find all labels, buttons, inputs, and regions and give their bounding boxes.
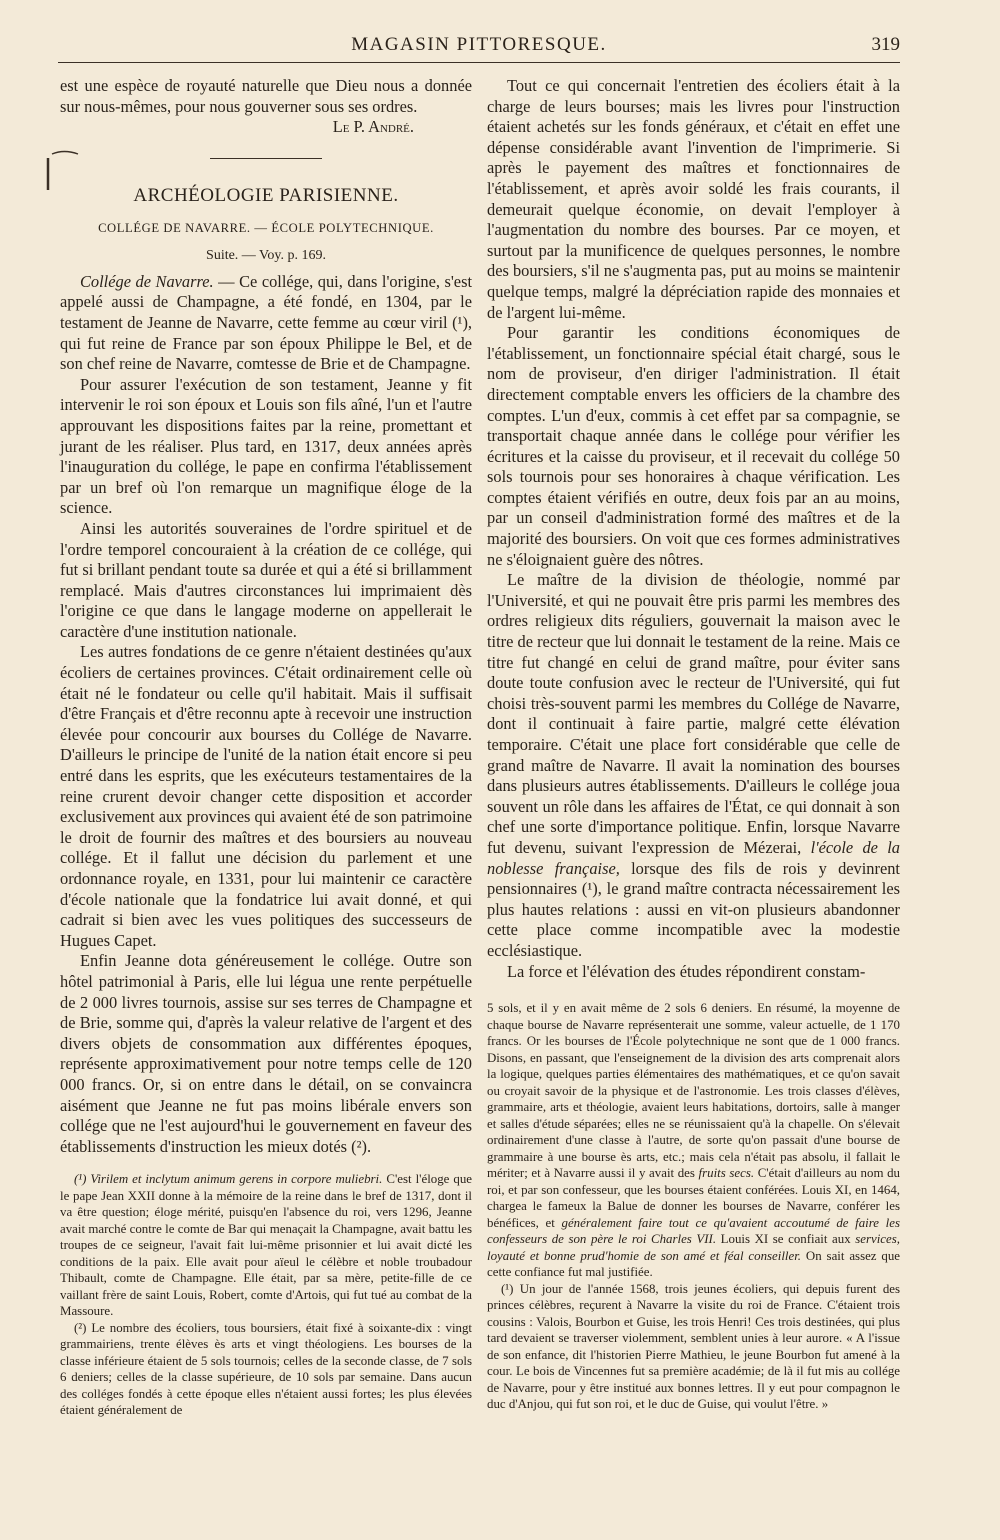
footnote: (¹) Un jour de l'année 1568, trois jeunes écoliers, qui depuis furent des princes célèbres, reçurent à Navarre la visite du roi de France. C'étaient trois cousins : Valois, Bourbon et Guise, les trois Henri! Ces trois destinées, qui plus tard devaient se traverser violemment, semblent unies à leur aurore. « A l'issue de son enfance, dit l'historien Pierre Mathieu, le jeune Bourbon fut amené à la cour. Le bois de Vincennes fut sa première académie; de là il fut mis au collége de Navarre, pour y être institué aux bonnes lettres. Il y eut pour compagnon le duc d'Anjou, qui fut son roi, et le duc de Guise, qui voulut l'être. » [487,1281,900,1412]
article-subtitle: COLLÉGE DE NAVARRE. — ÉCOLE POLYTECHNIQUE. [98,220,434,235]
continuation-note: Suite. — Voy. p. 169. [206,247,326,263]
signature: Le P. André. [332,117,414,137]
footnote-text: On sait assez que cette confiance fut mal justifiée. [487,1248,901,1280]
footnote-quote: (¹) Virilem et inclytum animum gerens in corpore muliebri. [74,1172,383,1187]
paragraph-text: — Ce collége, qui, dans l'origine, s'est appelé aussi de Champagne, a été fondé, en 1304, par le testament de Jeanne de Navarre, cette femme au cœur viril (¹), qui fut reine de France par son époux Philippe le Bel, et de son chef reine de Navarre, comtesse de Brie et de Champagne. [60,271,473,374]
section-title: ARCHÉOLOGIE PARISIENNE. [133,184,399,206]
page-number: 319 [871,34,900,55]
footnote-italic: services, loyauté et bonne prud'homie de son amé et féal conseiller. [487,1232,900,1263]
footnote: (²) Le nombre des écoliers, tous boursiers, était fixé à soixante-dix : vingt grammairiens, trente élèves ès arts et vingt théologiens. Les bourses de la classe inférieure étaient de 5 sols tournois; celles de la seconde classe, de 7 sols 6 deniers; celles de la classe supérieure, de 10 sols par semaine. Dans aucun des colléges fondés à cette époque elles n'étaient aussi fortes; les plus élevées étaient généralement de [60,1320,472,1418]
paragraph [487,570,900,961]
footnotes-right [487,1000,900,1413]
paragraph: Les autres fondations de ce genre n'étaient destinées qu'aux écoliers de certaines provinces. C'était ordinairement celle où était né le fondateur ou celle qu'il habitait. Mais il suffisait d'être Français et d'être reconnu apte à recevoir une instruction élevée pour concourir aux bourses du Collége de Navarre. D'ailleurs le principe de l'unité de la nation était encore si peu entré dans les esprits, que les exécuteurs testamentaires de la reine crurent devoir changer cette disposition et accorder exclusivement aux provinces qui avaient été de son patrimoine le droit de fournir des maîtres et des boursiers au nouveau collége. Et il fallut une décision du parlement et une ordonnance royale, en 1331, pour lui maintenir ce caractère d'école nationale que la fondatrice lui avait donné, et qui cadrait si bien avec les vues politiques des successeurs de Hugues Capet. [60,642,472,950]
intro-paragraph: est une espèce de royauté naturelle que Dieu nous a donnée sur nous-mêmes, pour nous gouverner sous ses ordres. [60,76,472,116]
footnote-text: C'était d'ailleurs au nom du roi, et par son confesseur, que les bourses étaient conférées. Louis XI, en 1464, chargea le fameux la Balue de donner les bourses de Navarre, conférer les bénéfices, et [487,1166,900,1230]
right-column [487,76,900,1413]
quoted-phrase: l'école de la noblesse française, [487,837,900,878]
paragraph: Pour assurer l'exécution de son testament, Jeanne y fit intervenir le roi son époux et Louis son fils aîné, l'un et l'autre approuvant les dispositions faites par la reine, promettant et jurant de les réaliser. Plus tard, en 1317, deux années après l'inauguration du collége, le pape en confirma l'établissement par un bref où l'on remarque un magnifique éloge de la science. [60,374,472,518]
footnote-italic: fruits secs. [698,1166,755,1181]
run-in-heading: Collége de Navarre. [80,271,214,291]
magazine-title: MAGASIN PITTORESQUE. [351,34,607,55]
left-column [60,76,472,1419]
footnotes-left [60,1171,472,1419]
paragraph: Ainsi les autorités souveraines de l'ordre spirituel et de l'ordre temporel concouraient à la création de ce collége, qui fut si brillant pendant toute sa durée et qui a été si brillamment remplacé. Mais d'autres circonstances lui imprimaient dès l'origine ce que dans le langage moderne on appellerait le caractère d'une institution nationale. [60,518,472,641]
footnote [60,1171,472,1320]
footnote-text: 5 sols, et il y en avait même de 2 sols 6 deniers. En résumé, la moyenne de chaque bourse de Navarre représenterait une somme, valeur actuelle, de 1 170 francs. Or les bourses de l'École polytechnique ne sont que de 1 000 francs. Disons, en passant, que l'enseignement de la division des arts comprenait alors la logique, quelques parties élémentaires des mathématiques, et ce qu'on savait ou croyait savoir de la physique et de l'astronomie. Les trois classes d'élèves, grammaire, arts et théologie, avaient leurs habitations, dortoirs, salle à manger et salles d'étude séparées; elles ne se réunissaient qu'à la chapelle. On s'élevait ordinairement d'une classe à l'autre, de sorte qu'on passait d'une bourse de grammaire à une bourse ès arts, etc.; mais cela n'était pas absolu, il fallait le mériter; et à Navarre aussi il y avait des [487,1001,900,1181]
paragraph-text: lorsque des fils de rois y devinrent pensionnaires (¹), le grand maître contracta nécessairement les plus hautes relations : aussi en vit-on plusieurs abandonner cette place comme incompatible avec la modestie ecclésiastique. [487,858,900,960]
footnote-italic: généralement faire tout ce qu'avaient accoutumé de faire les confesseurs de son père le roi Charles VII. [487,1215,900,1247]
paragraph: Enfin Jeanne dota généreusement le collége. Outre son hôtel patrimonial à Paris, elle lui légua une rente perpétuelle de 2 000 livres tournois, assise sur ses terres de Champagne et de Brie, somme qui, d'après la valeur relative de l'argent et des divers objets de consommation aux différentes époques, représente approximativement pour notre temps celle de 120 000 francs. Or, si on entre dans le détail, on se convaincra aisément que Jeanne ne fut pas moins libérale envers son collége que ne l'est aujourd'hui le gouvernement en faveur des établissements d'instruction les mieux dotés (²). [60,951,472,1156]
paragraph-text: Le maître de la division de théologie, nommé par l'Université, et qui ne pouvait être pris parmi les membres des ordres religieux dits réguliers, gouvernait la maison avec le titre de recteur que lui donnait le testament de la reine. Mais ce titre fut changé en celui de grand maître, pour éviter sans doute toute confusion avec le recteur de l'Université, qui fut choisi très-souvent parmi les membres du Collége de Navarre, dont il continuait à faire partie, malgré cette élévation temporaire. C'était une place fort considérable que celle de grand maître de Navarre. Il avait la nomination des bourses dans plusieurs autres établissements. D'ailleurs le collége joua souvent un rôle dans les affaires de l'État, ce qui donnait à son chef une sorte d'importance politique. Enfin, lorsque Navarre fut devenu, suivant l'expression de Mézerai, [487,570,900,857]
footnote-continuation [487,1000,900,1281]
section-divider [210,158,322,159]
footnote-text: Louis XI se confiait aux [716,1232,856,1247]
paragraph: Tout ce qui concernait l'entretien des écoliers était à la charge de leurs bourses; mais les livres pour l'instruction étaient achetés sur les fonds généraux, et c'était en effet une dépense considérable avant l'invention de l'imprimerie. Si après le payement des maîtres et fonctionnaires de l'établissement, et après avoir soldé les frais courants, il demeurait quelque économie, on devait l'employer à l'augmentation du nombre des bourses. Par ce moyen, et surtout par la munificence de quelques personnes, le nombre des boursiers, s'il ne s'augmenta pas, put au moins se maintenir quelque temps, malgré la dépréciation rapide des monnaies et de l'argent lui-même. [487,76,900,322]
paragraph: La force et l'élévation des études répondirent constam- [507,961,866,981]
paragraph: Pour garantir les conditions économiques de l'établissement, un fonctionnaire spécial était chargé, sous le nom de proviseur, d'en diriger l'administration. Il était directement comptable envers les officiers de la chambre des comptes. L'un d'eux, commis à cet effet par sa compagnie, se transportait chaque année dans le collége pour vérifier les écritures et la caisse du proviseur, et il recevait du collége 50 sols tournois pour ses honoraires à chaque vérification. Les comptes étaient vérifiés en outre, deux fois par an au moins, par un conseil d'administration formé des maîtres et de la majorité des boursiers. On voit que ces formes administratives ne s'éloignaient guère des nôtres. [487,323,900,569]
footnote-text: C'est l'éloge que le pape Jean XXII donne à la mémoire de la reine dans le bref de 1317, dont il va être question; éloge mérité, puisqu'en l'absence du roi, vers 1296, Jeanne avait marché contre le comte de Bar qui menaçait la Champagne, avait battu les troupes de ce seigneur, l'avait fait lui-même prisonnier et lui avait dicté les conditions de la paix. Elle avait pour aïeul le célèbre et noble troubadour Thibault, comte de Champagne. Elle était, par sa mère, petite-fille de ce vaillant frère de saint Louis, Robert, comte d'Artois, qui fut tué au combat de la Massoure. [60,1172,472,1319]
paragraph [60,272,472,375]
running-header [58,32,900,63]
